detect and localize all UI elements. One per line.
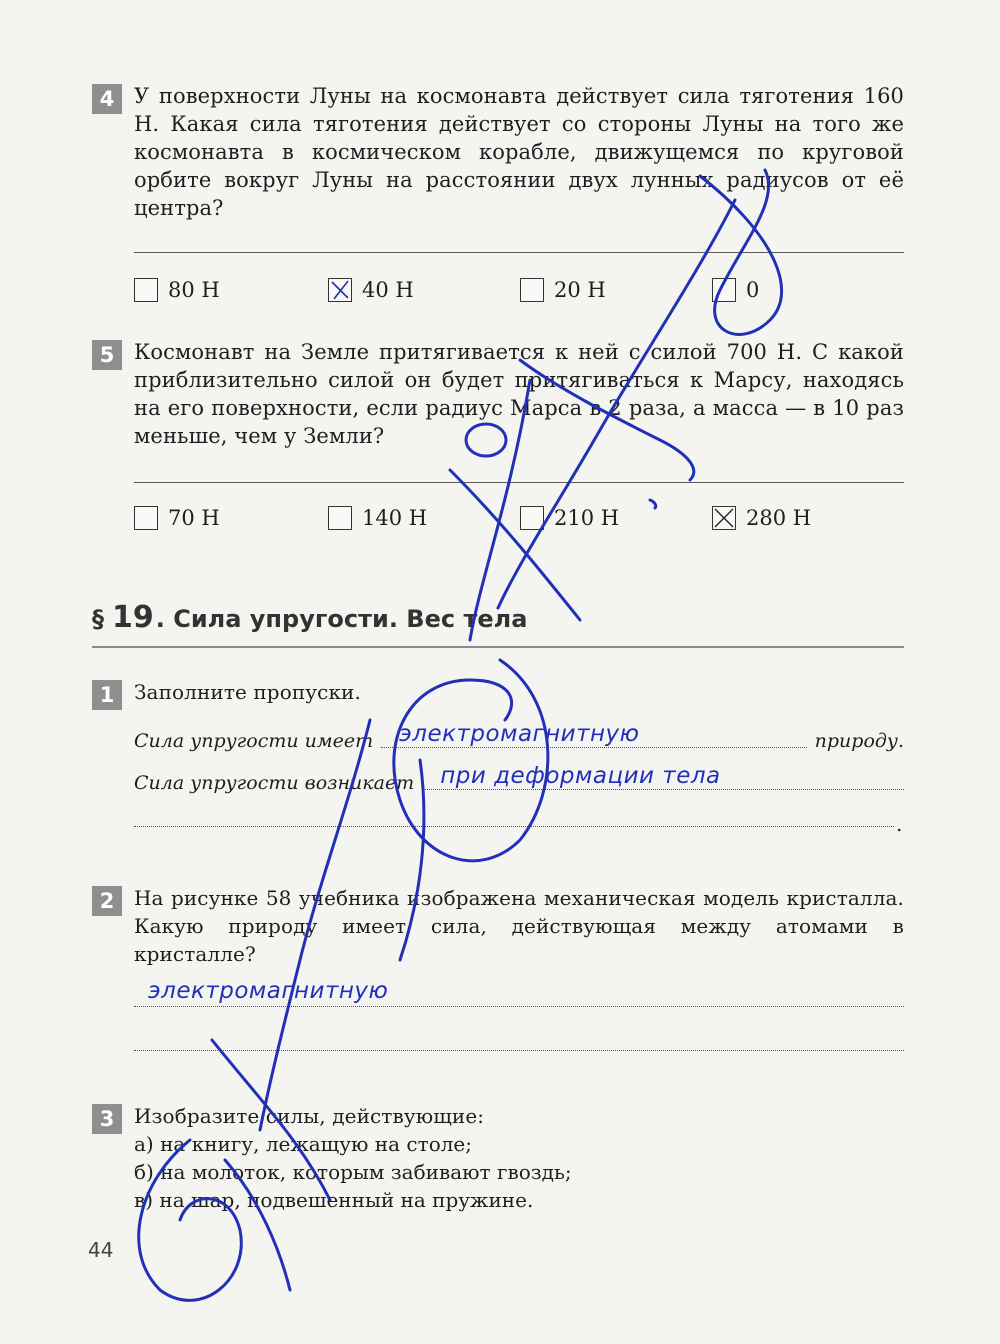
page-number: 44 xyxy=(88,1238,114,1262)
fill-task-1 xyxy=(92,678,904,718)
handwritten-answer: при деформации тела xyxy=(440,763,721,789)
answer-line-1[interactable] xyxy=(134,978,904,1007)
option-0[interactable] xyxy=(712,278,759,302)
option-210n[interactable] xyxy=(520,506,619,530)
checkbox-checked[interactable] xyxy=(328,278,352,302)
answer-line-2[interactable] xyxy=(134,1050,904,1051)
pen-dot xyxy=(650,500,656,508)
option-20n[interactable] xyxy=(520,278,606,302)
handwritten-answer: электромагнитную xyxy=(148,978,389,1004)
task-number-badge: 1 xyxy=(92,680,122,710)
list-item: а) на книгу, лежащую на столе; xyxy=(134,1132,473,1156)
section-heading xyxy=(92,600,904,648)
fill-line-1 xyxy=(134,720,904,752)
answer-divider xyxy=(134,482,904,483)
list-item: б) на молоток, которым забивают гвоздь; xyxy=(134,1160,572,1184)
list-item: в) на шар, подвешенный на пружине. xyxy=(134,1188,534,1212)
checkbox[interactable] xyxy=(134,506,158,530)
section-title: . Сила упругости. Вес тела xyxy=(155,605,528,633)
section-sign: § xyxy=(92,605,104,633)
checkbox[interactable] xyxy=(134,278,158,302)
option-label: 0 xyxy=(746,278,760,302)
checkbox[interactable] xyxy=(520,278,544,302)
option-label: 80 Н xyxy=(168,278,220,302)
checkbox[interactable] xyxy=(712,278,736,302)
option-label: 280 Н xyxy=(746,506,812,530)
checkbox[interactable] xyxy=(520,506,544,530)
blank-field-1[interactable] xyxy=(381,723,807,748)
option-80n[interactable] xyxy=(134,278,220,302)
handwritten-answer: электромагнитную xyxy=(399,721,640,747)
fill-prefix: Сила упругости возникает xyxy=(134,772,415,794)
option-label: 140 Н xyxy=(362,506,428,530)
option-label: 20 Н xyxy=(554,278,606,302)
task-question: Космонавт на Земле притягивается к ней с силой 700 Н. С какой приблизительно силой он будет притягиваться к Марсу, находясь на его поверхности, если радиус Марса в 2 раза, а масса — в 10 раз меньше, чем у Земли? xyxy=(134,340,904,448)
option-label: 70 Н xyxy=(168,506,220,530)
option-280n[interactable] xyxy=(712,506,811,530)
checkbox[interactable] xyxy=(328,506,352,530)
blank-field-3[interactable] xyxy=(134,826,894,827)
option-70n[interactable] xyxy=(134,506,220,530)
fill-prefix: Сила упругости имеет xyxy=(134,730,374,752)
task-number-badge: 4 xyxy=(92,84,122,114)
fill-line-2 xyxy=(134,762,904,794)
task-2 xyxy=(92,884,904,974)
checkbox-checked[interactable] xyxy=(712,506,736,530)
check-mark-icon xyxy=(329,279,351,301)
task-question: Изобразите силы, действующие: xyxy=(134,1104,485,1128)
option-140n[interactable] xyxy=(328,506,427,530)
task-3 xyxy=(92,1102,904,1132)
option-40n[interactable] xyxy=(328,278,414,302)
line-end-period: . xyxy=(896,812,903,836)
task-5 xyxy=(92,338,904,498)
task-number-badge: 2 xyxy=(92,886,122,916)
task-question: У поверхности Луны на космонавта действует сила тяготения 160 Н. Какая сила тяготения действует со стороны Луны на того же космонавта в космическом корабле, движущемся по круговой орбите вокруг Луны на расстоянии двух лунных радиусов от её центра? xyxy=(134,84,904,220)
task-question: На рисунке 58 учебника изображена механическая модель кристалла. Какую природу имеет сила, действующая между атомами в кристалле? xyxy=(134,886,904,966)
fill-suffix: природу. xyxy=(814,730,904,752)
task-number-badge: 5 xyxy=(92,340,122,370)
answer-divider xyxy=(134,252,904,253)
option-label: 40 Н xyxy=(362,278,414,302)
blank-field-2[interactable] xyxy=(422,765,904,790)
check-mark-icon xyxy=(713,507,735,529)
option-label: 210 Н xyxy=(554,506,620,530)
task-instruction: Заполните пропуски. xyxy=(134,680,361,704)
task-number-badge: 3 xyxy=(92,1104,122,1134)
section-number: 19 xyxy=(112,600,154,635)
